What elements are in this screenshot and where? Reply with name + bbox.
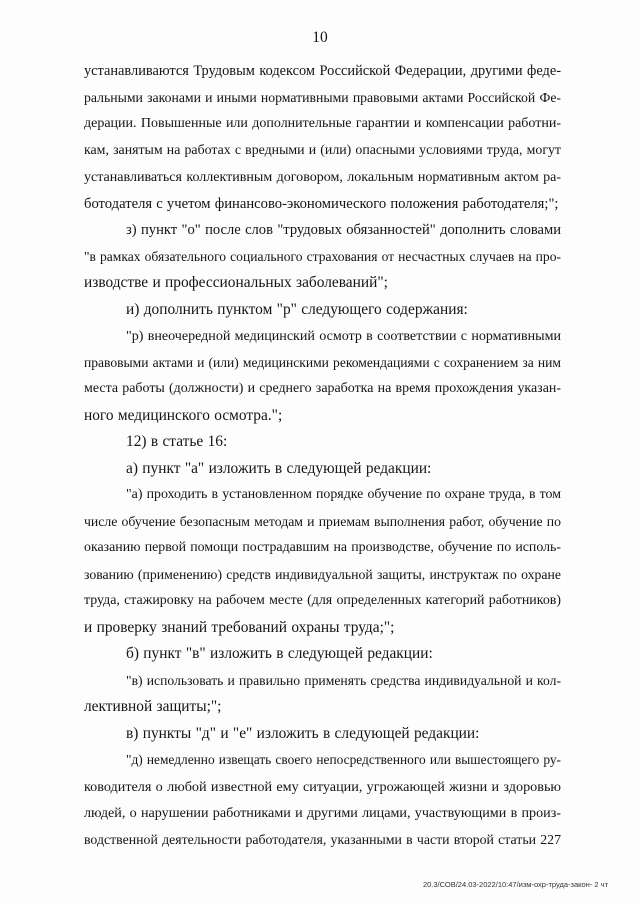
text-line: а) пункт "а" изложить в следующей редакции: bbox=[126, 459, 432, 477]
text-line: ральными законами и иными нормативными правовыми актами Российской Фе- bbox=[84, 89, 561, 105]
text-line: числе обучение безопасным методам и приемам выполнения работ, обучение по bbox=[84, 513, 561, 529]
text-line: труда, стажировку на рабочем месте (для определенных категорий работников) bbox=[84, 593, 561, 608]
text-line: и проверку знаний требований охраны труда;"; bbox=[84, 618, 395, 636]
text-line: водственной деятельности работодателя, указанными в части второй статьи 227 bbox=[84, 831, 561, 847]
text-line: "в рамках обязательного социального страхования от несчастных случаев на про- bbox=[84, 248, 561, 264]
text-line: б) пункт "в" изложить в следующей редакции: bbox=[126, 645, 433, 662]
text-line: "д) немедленно извещать своего непосредственного или вышестоящего ру- bbox=[126, 752, 561, 767]
text-line: людей, о нарушении работниками и другими лицами, участвующими в произ- bbox=[84, 805, 561, 821]
text-line: 12) в статье 16: bbox=[126, 433, 228, 450]
document-body bbox=[84, 58, 561, 853]
text-line: дерации. Повышенные или дополнительные гарантии и компенсации работни- bbox=[84, 116, 561, 131]
text-line: изводстве и профессиональных заболеваний"; bbox=[84, 274, 388, 291]
text-line: оказанию первой помощи пострадавшим на производстве, обучение по исполь- bbox=[84, 540, 561, 555]
text-line: ководителя о любой известной ему ситуации, угрожающей жизни и здоровью bbox=[84, 778, 561, 795]
page-number: 10 bbox=[312, 29, 328, 46]
text-line: и) дополнить пунктом "р" следующего содержания: bbox=[126, 300, 468, 318]
text-line: ного медицинского осмотра."; bbox=[84, 406, 283, 424]
text-line: кам, занятым на работах с вредными и (или) опасными условиями труда, могут bbox=[84, 142, 561, 158]
text-line: з) пункт "о" после слов "трудовых обязанностей" дополнить словами bbox=[126, 222, 561, 238]
text-line: "в) использовать и правильно применять средства индивидуальной и кол- bbox=[126, 672, 561, 688]
text-line: "р) внеочередной медицинский осмотр в соответствии с нормативными bbox=[126, 328, 561, 344]
text-line: правовыми актами и (или) медицинскими рекомендациями с сохранением за ним bbox=[84, 354, 561, 370]
text-line: зованию (применению) средств индивидуальной защиты, инструктаж по охране bbox=[84, 566, 561, 582]
text-line: устанавливаются Трудовым кодексом Российской Федерации, другими феде- bbox=[84, 63, 561, 79]
text-line: лективной защиты;"; bbox=[84, 698, 222, 715]
text-line: места работы (должности) и среднего заработка на время прохождения указан- bbox=[84, 381, 561, 396]
text-line: устанавливаться коллективным договором, локальным нормативным актом ра- bbox=[84, 169, 561, 185]
text-line: в) пункты "д" и "е" изложить в следующей редакции: bbox=[126, 724, 480, 742]
text-line: ботодателя с учетом финансово-экономического положения работодателя;"; bbox=[84, 195, 559, 212]
text-line: "а) проходить в установленном порядке обучение по охране труда, в том bbox=[126, 487, 561, 502]
document-footer-code: 20.3/СОВ/24.03-2022/10:47/изм-охр-труда-закон- 2 чт bbox=[422, 880, 608, 889]
